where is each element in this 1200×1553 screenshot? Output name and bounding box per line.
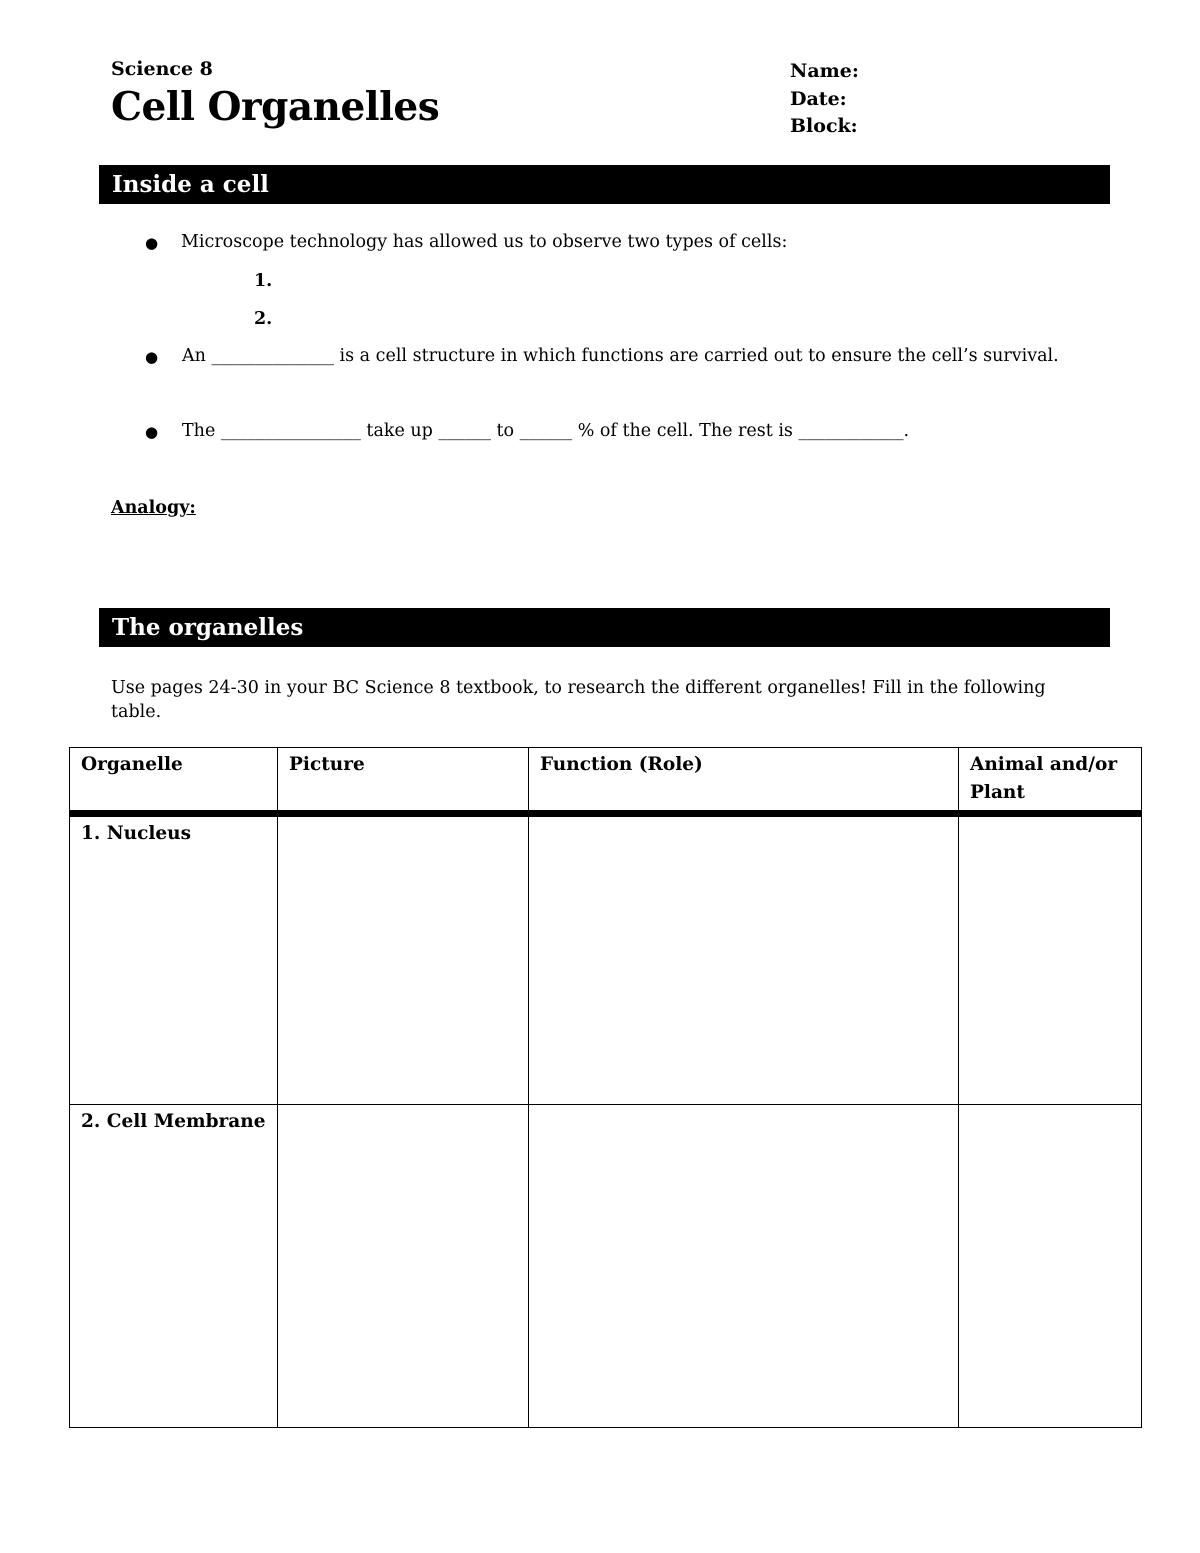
date-label: Date: <box>790 87 847 110</box>
bullet-icon: ● <box>145 348 159 366</box>
header-function: Function (Role) <box>529 748 959 814</box>
course-label: Science 8 <box>111 58 213 80</box>
numbered-item-1: 1. <box>254 271 273 291</box>
section-heading-the-organelles: The organelles <box>99 608 1110 647</box>
bullet-text-organelle: An ______________ is a cell structure in which functions are carried out to ensure the cell’s survival. <box>182 346 1059 366</box>
organelle-table <box>69 747 1142 1428</box>
table-header-row <box>70 748 1142 814</box>
page-title: Cell Organelles <box>111 84 440 130</box>
bullet-icon: ● <box>145 234 159 252</box>
function-cell[interactable] <box>529 814 959 1105</box>
function-cell[interactable] <box>529 1105 959 1428</box>
numbered-item-2: 2. <box>254 309 273 329</box>
organelle-cell: 1. Nucleus <box>70 814 278 1105</box>
block-label: Block: <box>790 115 858 137</box>
picture-cell[interactable] <box>278 814 529 1105</box>
analogy-label: Analogy: <box>111 498 196 518</box>
picture-cell[interactable] <box>278 1105 529 1428</box>
table-row <box>70 1105 1142 1428</box>
section-heading-inside-a-cell: Inside a cell <box>99 165 1110 204</box>
name-label: Name: <box>790 60 859 82</box>
animal-plant-cell[interactable] <box>959 814 1142 1105</box>
header-organelle: Organelle <box>70 748 278 814</box>
bullet-icon: ● <box>145 423 159 441</box>
animal-plant-cell[interactable] <box>959 1105 1142 1428</box>
bullet-text-cell-types: Microscope technology has allowed us to observe two types of cells: <box>181 232 788 252</box>
organelle-cell: 2. Cell Membrane <box>70 1105 278 1428</box>
header-animal-plant: Animal and/or Plant <box>959 748 1142 814</box>
header-picture: Picture <box>278 748 529 814</box>
instructions-text: Use pages 24-30 in your BC Science 8 textbook, to research the different organelles! Fill in the following table. <box>111 678 1046 722</box>
table-row <box>70 814 1142 1105</box>
bullet-text-percentage: The ________________ take up ______ to ______ % of the cell. The rest is ____________. <box>182 421 910 441</box>
student-info <box>790 58 859 141</box>
